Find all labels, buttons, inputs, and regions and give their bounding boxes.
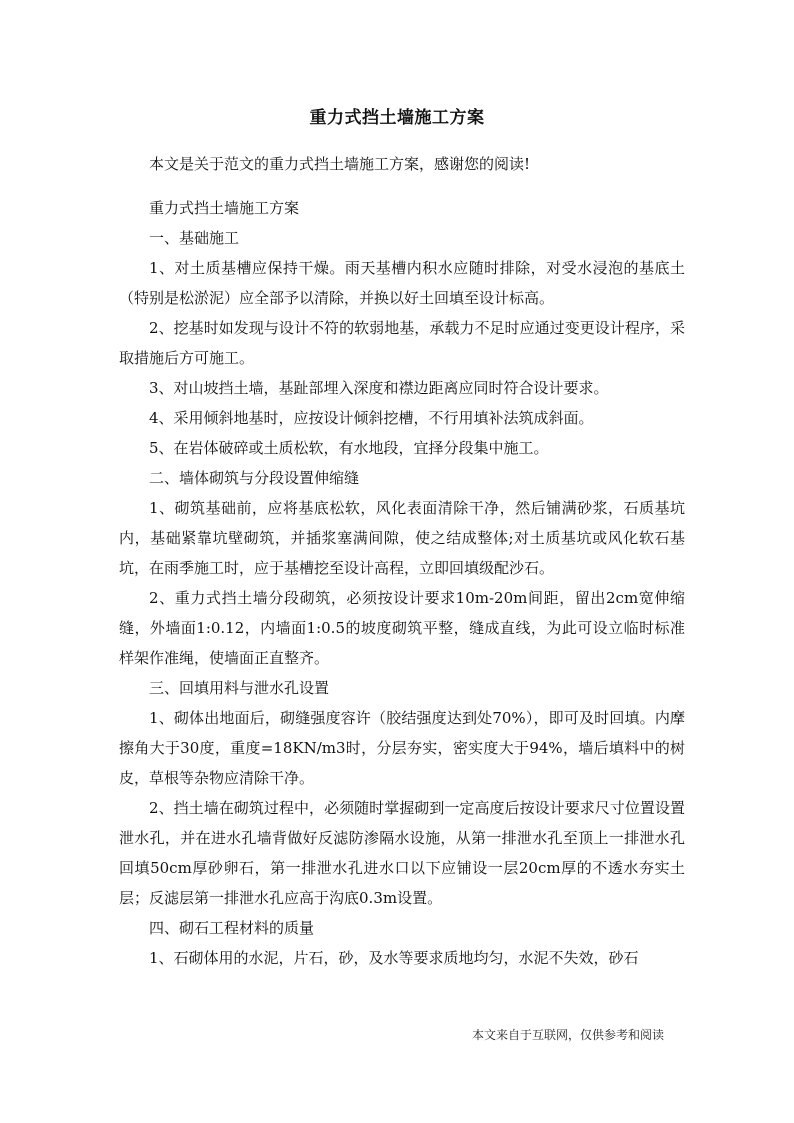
body-paragraph: 4、采用倾斜地基时，应按设计倾斜挖槽，不行用填补法筑成斜面。 xyxy=(149,409,594,427)
section-heading: 四、砌石工程材料的质量 xyxy=(149,919,315,937)
body-paragraph: 3、对山坡挡土墙，基趾部埋入深度和襟边距离应同时符合设计要求。 xyxy=(149,379,609,397)
body-paragraph: 2、挖基时如发现与设计不符的软弱地基，承载力不足时应通过变更设计程序，采取措施后方可施工。 xyxy=(119,319,685,367)
body-paragraph: 2、挡土墙在砌筑过程中，必须随时掌握砌到一定高度后按设计要求尺寸位置设置泄水孔，并在进水孔墙背做好反滤防渗隔水设施，从第一排泄水孔至顶上一排泄水孔回填50cm厚砂卵石，第一排泄水孔进水口以下应铺设一层20cm厚的不透水夯实土层；反滤层第一排泄水孔应高于沟底0.3m设置。 xyxy=(119,799,685,907)
body-paragraph: 2、重力式挡土墙分段砌筑，必须按设计要求10m-20m间距，留出2cm宽伸缩缝，外墙面1:0.12，内墙面1:0.5的坡度砌筑平整，缝成直线，为此可设立临时标准样架作准绳，使墙面正直整齐。 xyxy=(119,589,685,667)
intro-paragraph: 本文是关于范文的重力式挡土墙施工方案，感谢您的阅读! xyxy=(149,155,531,173)
body-paragraph: 1、砌体出地面后，砌缝强度容许（胶结强度达到处70%），即可及时回填。内摩擦角大于30度，重度=18KN/m3时，分层夯实，密实度大于94%，墙后填料中的树皮，草根等杂物应清除干净。 xyxy=(119,709,685,787)
body-paragraph: 1、对土质基槽应保持干燥。雨天基槽内积水应随时排除，对受水浸泡的基底土（特别是松淤泥）应全部予以清除，并换以好土回填至设计标高。 xyxy=(119,259,685,307)
body-paragraph: 5、在岩体破碎或土质松软，有水地段，宜择分段集中施工。 xyxy=(149,439,549,457)
section-heading: 二、墙体砌筑与分段设置伸缩缝 xyxy=(149,469,360,487)
page-footer: 本文来自于互联网，仅供参考和阅读 xyxy=(472,1028,665,1042)
section-heading: 一、基础施工 xyxy=(149,229,240,247)
body-paragraph: 1、砌筑基础前，应将基底松软，风化表面清除干净，然后铺满砂浆，石质基坑内，基础紧靠坑壁砌筑，并插浆塞满间隙，使之结成整体;对土质基坑或风化软石基坑，在雨季施工时，应于基槽挖至设计高程，立即回填级配沙石。 xyxy=(119,499,685,577)
document-body xyxy=(119,149,685,973)
document-title: 重力式挡土墙施工方案 xyxy=(309,108,485,128)
section-heading: 重力式挡土墙施工方案 xyxy=(149,199,300,217)
section-heading: 三、回填用料与泄水孔设置 xyxy=(149,679,330,697)
body-paragraph: 1、石砌体用的水泥，片石，砂，及水等要求质地均匀，水泥不失效，砂石 xyxy=(149,949,639,967)
